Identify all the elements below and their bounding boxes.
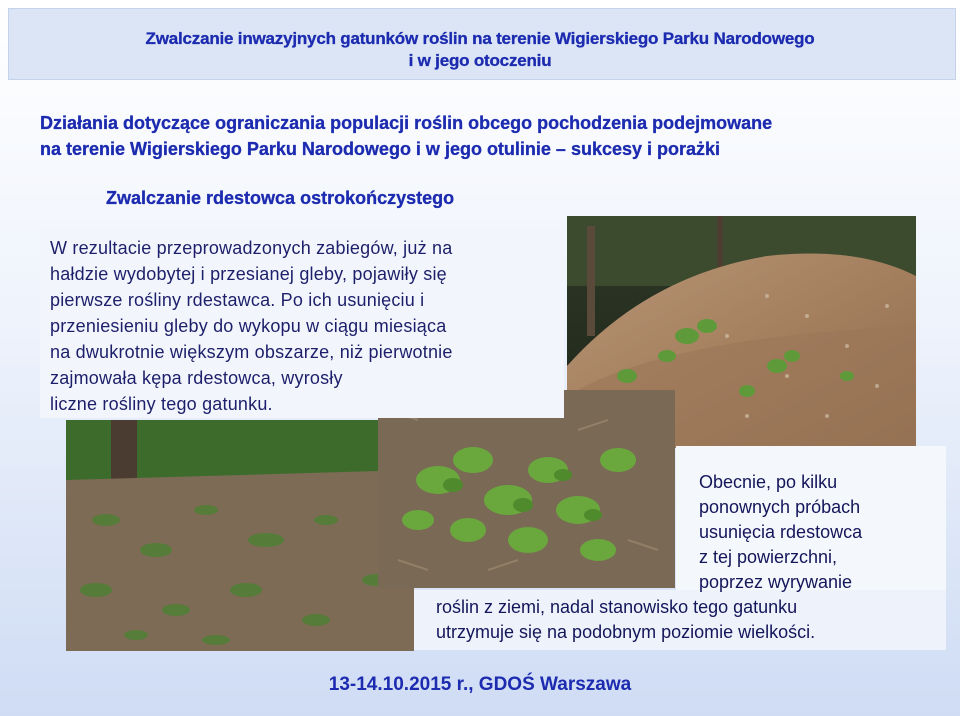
slide-title xyxy=(0,28,960,72)
paragraph-1 xyxy=(50,235,560,417)
paragraph-2-line: usunięcia rdestowca xyxy=(699,522,863,542)
paragraph-1-line: liczne rośliny tego gatunku. xyxy=(50,394,273,414)
paragraph-2-line: Obecnie, po kilku xyxy=(699,472,838,492)
paragraph-2-line: roślin z ziemi, nadal stanowisko tego gatunku xyxy=(436,597,798,617)
paragraph-1-line: pierwsze rośliny rdestawca. Po ich usunięciu i xyxy=(50,290,425,310)
paragraph-2-line: z tej powierzchni, xyxy=(699,547,838,567)
paragraph-2-line: utrzymuje się na podobnym poziomie wielkości. xyxy=(436,622,816,642)
paragraph-1-line: zajmowała kępa rdestowca, wyrosły xyxy=(50,368,343,388)
paragraph-1-line: przeniesieniu gleby do wykopu w ciągu miesiąca xyxy=(50,316,447,336)
section-title-line-1: Działania dotyczące ograniczania populacji roślin obcego pochodzenia podejmowane xyxy=(40,113,773,133)
section-title xyxy=(40,110,940,162)
paragraph-2-line: ponownych próbach xyxy=(699,497,861,517)
forest-floor-photo xyxy=(66,420,414,651)
subsection-title: Zwalczanie rdestowca ostrokończystego xyxy=(106,188,455,208)
footer-date-location: 13-14.10.2015 r., GDOŚ Warszawa xyxy=(328,674,632,695)
slide-title-line-2: i w jego otoczeniu xyxy=(408,51,552,70)
section-title-line-2: na terenie Wigierskiego Parku Narodowego i w jego otulinie – sukcesy i porażki xyxy=(40,139,721,159)
paragraph-1-line: na dwukrotnie większym obszarze, niż pierwotnie xyxy=(50,342,453,362)
paragraph-2-line: poprzez wyrywanie xyxy=(699,572,853,592)
slide-title-line-1: Zwalczanie inwazyjnych gatunków roślin na terenie Wigierskiego Parku Narodowego xyxy=(145,29,815,48)
paragraph-2 xyxy=(436,470,936,645)
paragraph-1-line: W rezultacie przeprowadzonych zabiegów, już na xyxy=(50,238,453,258)
paragraph-1-line: hałdzie wydobytej i przesianej gleby, pojawiły się xyxy=(50,264,447,284)
